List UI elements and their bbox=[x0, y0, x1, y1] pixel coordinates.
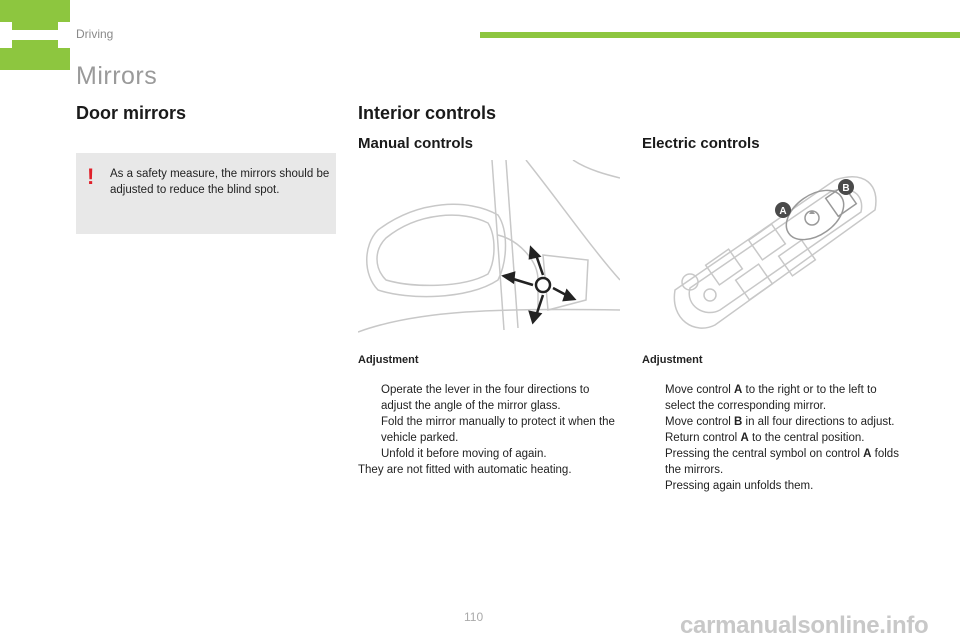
manual-steps-list bbox=[358, 382, 623, 478]
chapter-tab-icon bbox=[0, 0, 70, 70]
list-item: Pressing again unfolds them. bbox=[665, 480, 814, 492]
step-text: Fold the mirror manually to protect it when the vehicle parked. bbox=[381, 416, 615, 444]
list-item bbox=[358, 382, 623, 414]
electric-controls-heading: Electric controls bbox=[642, 135, 760, 152]
header-bar bbox=[480, 32, 960, 38]
page-number: 110 bbox=[464, 610, 484, 624]
manual-mirror-illustration bbox=[358, 160, 620, 340]
electric-steps-list bbox=[642, 382, 902, 494]
list-item: Move control A to the right or to the left to select the corresponding mirror. bbox=[665, 384, 877, 412]
list-item: Pressing the central symbol on control A folds the mirrors. bbox=[665, 448, 899, 476]
svg-text:A: A bbox=[779, 206, 787, 217]
note-text: They are not fitted with automatic heating. bbox=[358, 464, 572, 476]
electric-adjustment-label: Adjustment bbox=[642, 354, 703, 366]
section-label: Driving bbox=[76, 27, 114, 41]
electric-controls-illustration bbox=[665, 170, 885, 335]
watermark: carmanualsonline.info bbox=[680, 612, 929, 639]
manual-controls-heading: Manual controls bbox=[358, 135, 474, 152]
list-item bbox=[358, 446, 623, 462]
callout-b-icon bbox=[838, 179, 854, 195]
interior-controls-heading: Interior controls bbox=[358, 103, 497, 123]
warning-icon: ! bbox=[87, 164, 95, 189]
step-text: Operate the lever in the four directions to adjust the angle of the mirror glass. bbox=[381, 384, 590, 412]
warning-text: As a safety measure, the mirrors should be adjusted to reduce the blind spot. bbox=[110, 168, 330, 196]
svg-text:B: B bbox=[842, 183, 850, 194]
list-item: Return control A to the central position. bbox=[665, 432, 865, 444]
manual-adjustment-label: Adjustment bbox=[358, 354, 419, 366]
callout-a-icon bbox=[775, 202, 791, 218]
list-item: Move control B in all four directions to adjust. bbox=[665, 416, 895, 428]
page-title: Mirrors bbox=[76, 62, 158, 90]
list-item bbox=[358, 414, 623, 446]
door-mirrors-heading: Door mirrors bbox=[76, 103, 187, 123]
step-text: Unfold it before moving of again. bbox=[381, 448, 547, 460]
